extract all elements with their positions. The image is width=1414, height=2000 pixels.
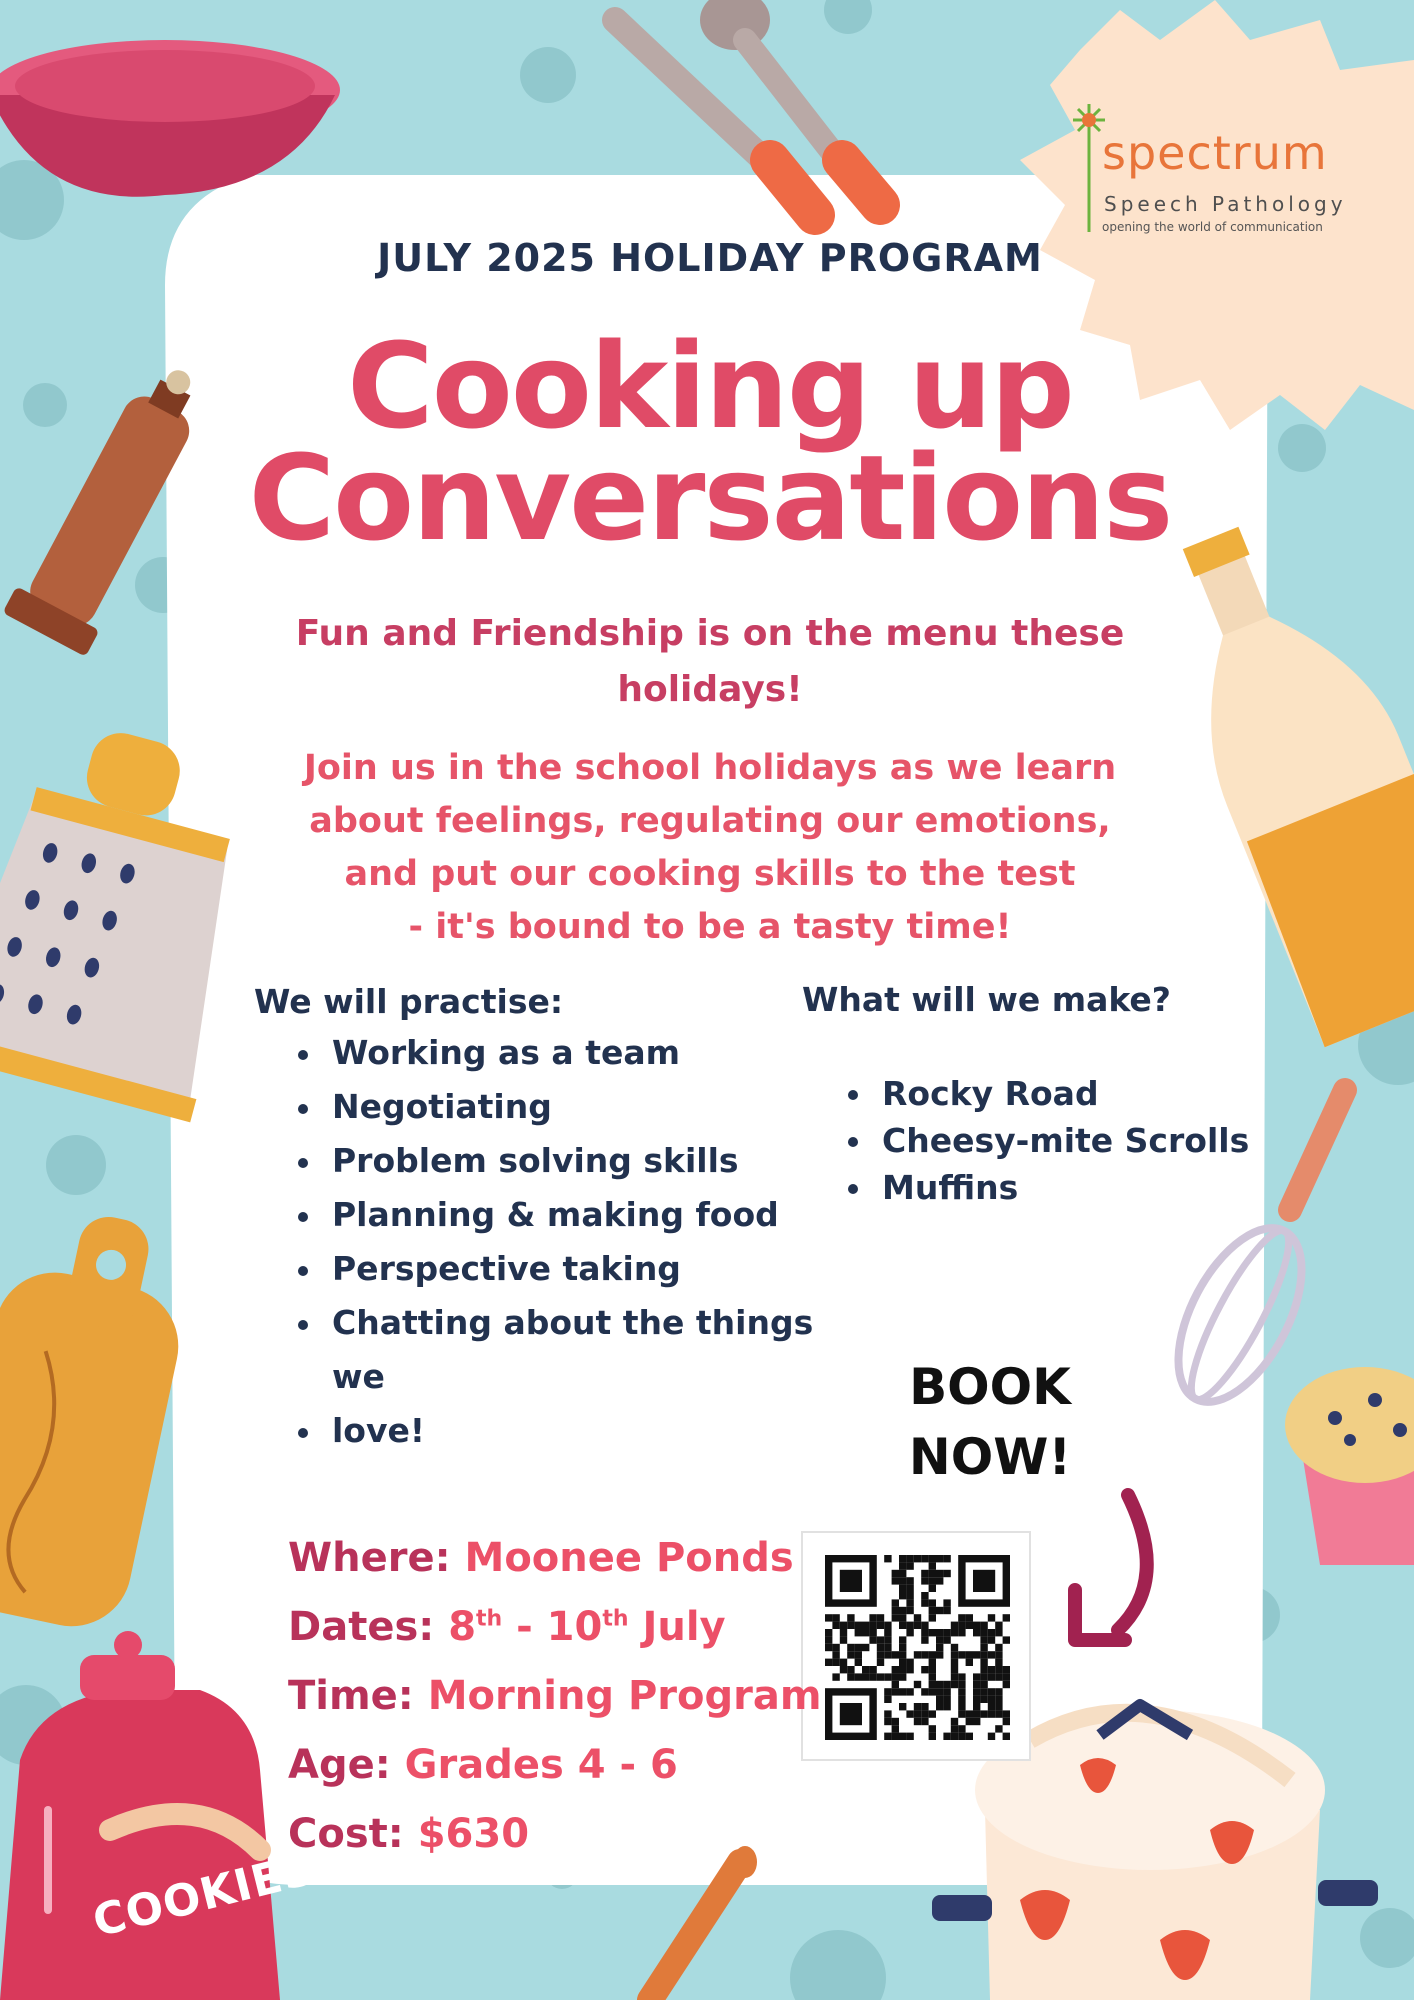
- detail-cost: [288, 1811, 529, 1857]
- intro-line-2: about feelings, regulating our emotions,: [309, 801, 1111, 841]
- list-item: Chatting about the things we: [296, 1296, 856, 1404]
- list-item: Rocky Road: [846, 1070, 1266, 1117]
- page-title: [170, 317, 1250, 567]
- tagline-line-2: holidays!: [617, 669, 803, 710]
- dates-value: [448, 1604, 725, 1650]
- intro-line-1: Join us in the school holidays as we learn: [303, 748, 1117, 788]
- book-now-callout: [860, 1352, 1120, 1492]
- dates-start: 8: [448, 1604, 477, 1650]
- detail-time: [288, 1673, 822, 1719]
- list-item-continuation-text: love!: [332, 1411, 425, 1450]
- book-line-2: NOW!: [908, 1428, 1072, 1486]
- list-item: Muffins: [846, 1164, 1266, 1211]
- time-value: Morning Program: [427, 1673, 822, 1719]
- list-item-continuation: [296, 1404, 856, 1458]
- make-heading: What will we make?: [802, 980, 1171, 1019]
- detail-dates: [288, 1604, 726, 1650]
- list-item: Planning & making food: [296, 1188, 856, 1242]
- age-label: Age:: [288, 1742, 391, 1788]
- intro-line-3: and put our cooking skills to the test: [344, 854, 1076, 894]
- dates-separator: -: [502, 1604, 547, 1650]
- dates-end: 10: [546, 1604, 603, 1650]
- dates-end-suffix: th: [602, 1606, 629, 1632]
- list-item: Cheesy-mite Scrolls: [846, 1117, 1266, 1164]
- list-item: Problem solving skills: [296, 1134, 856, 1188]
- practise-heading: We will practise:: [254, 982, 564, 1021]
- title-line-2: Conversations: [248, 429, 1172, 567]
- book-line-1: BOOK: [909, 1358, 1071, 1416]
- dates-month: July: [628, 1604, 726, 1650]
- cost-value: $630: [417, 1811, 530, 1857]
- detail-where: [288, 1535, 794, 1581]
- detail-age: [288, 1742, 678, 1788]
- intro-line-4: - it's bound to be a tasty time!: [408, 907, 1012, 947]
- age-value: Grades 4 - 6: [404, 1742, 678, 1788]
- list-item: Perspective taking: [296, 1242, 856, 1296]
- cost-label: Cost:: [288, 1811, 404, 1857]
- practise-list: [296, 1026, 856, 1458]
- brand-subtitle: Speech Pathology: [1104, 192, 1347, 216]
- program-kicker: JULY 2025 HOLIDAY PROGRAM: [377, 236, 1043, 280]
- dates-label: Dates:: [288, 1604, 435, 1650]
- program-tagline: [270, 606, 1150, 718]
- list-item: Working as a team: [296, 1026, 856, 1080]
- program-intro: [250, 742, 1170, 954]
- tagline-line-1: Fun and Friendship is on the menu these: [295, 613, 1125, 654]
- make-list: [846, 1070, 1266, 1211]
- cookie-jar-label: COOKIES: [88, 1843, 320, 1948]
- dates-start-suffix: th: [476, 1606, 503, 1632]
- list-item: Negotiating: [296, 1080, 856, 1134]
- brand-tagline: opening the world of communication: [1102, 220, 1323, 234]
- time-label: Time:: [288, 1673, 414, 1719]
- title-line-1: Cooking up: [347, 317, 1073, 455]
- where-label: Where:: [288, 1535, 451, 1581]
- where-value: Moonee Ponds: [464, 1535, 794, 1581]
- brand-name: spectrum: [1102, 126, 1328, 180]
